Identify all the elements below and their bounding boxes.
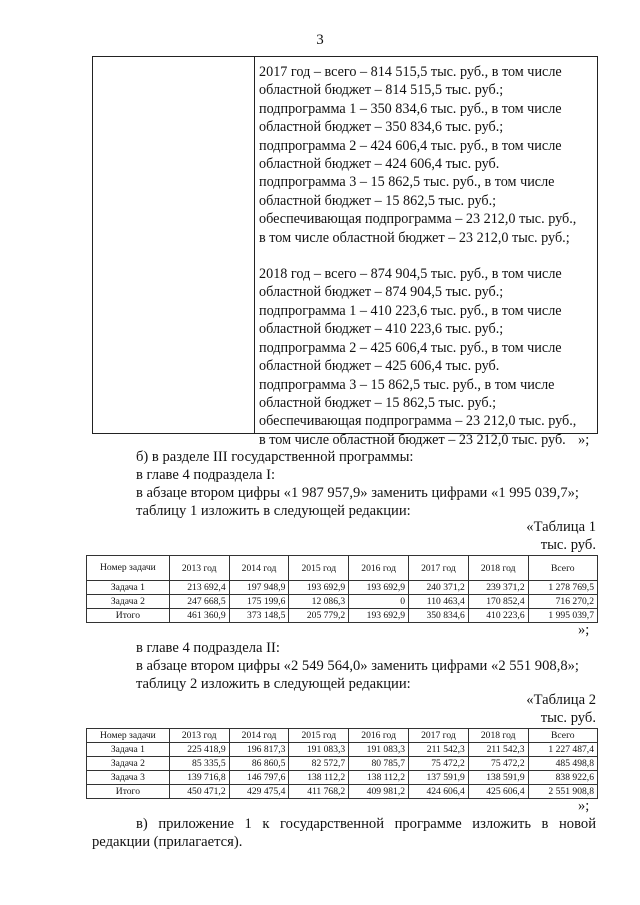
table-cell: 193 692,9: [289, 581, 349, 595]
table-total-row: [87, 609, 598, 623]
table-cell: 191 083,3: [289, 743, 349, 757]
table-cell: 75 472,2: [468, 757, 528, 771]
funding-2017-block: [259, 63, 599, 247]
table-cell: 373 148,5: [229, 609, 289, 623]
table-cell: 196 817,3: [229, 743, 289, 757]
column-header: 2016 год: [349, 556, 409, 581]
section-d-line-1: в) приложение 1 к государственной программе изложить в новой: [136, 816, 596, 832]
table-cell: 838 922,6: [528, 771, 597, 785]
table-cell: 409 981,2: [349, 785, 409, 799]
table-2: [86, 728, 598, 799]
table-cell: 0: [349, 595, 409, 609]
table-cell: 425 606,4: [468, 785, 528, 799]
table-cell: Задача 3: [87, 771, 170, 785]
column-header: Номер задачи: [87, 556, 170, 581]
text-line: областной бюджет – 424 606,4 тыс. руб.: [259, 156, 500, 173]
table-cell: 12 086,3: [289, 595, 349, 609]
column-header: 2016 год: [349, 729, 409, 743]
column-header: 2015 год: [289, 729, 349, 743]
table-cell: 139 716,8: [169, 771, 229, 785]
table2-unit: тыс. руб.: [540, 710, 596, 726]
table-row: [87, 595, 598, 609]
table1-caption: «Таблица 1: [526, 519, 596, 535]
table-cell: 211 542,3: [468, 743, 528, 757]
table-row: [87, 743, 598, 757]
table-cell: 193 692,9: [349, 581, 409, 595]
table-cell: 191 083,3: [349, 743, 409, 757]
table-cell: 1 278 769,5: [528, 581, 597, 595]
table-row: [87, 757, 598, 771]
section-c-table-intro: таблицу 2 изложить в следующей редакции:: [136, 676, 411, 692]
section-d-line-2: редакции (прилагается).: [92, 834, 243, 850]
text-line: 2017 год – всего – 814 515,5 тыс. руб., в том числе: [259, 64, 562, 80]
table-cell: 146 797,6: [229, 771, 289, 785]
table-cell: 213 692,4: [169, 581, 229, 595]
table2-caption: «Таблица 2: [526, 692, 596, 708]
column-header: 2013 год: [169, 556, 229, 581]
funding-text-cell: [259, 63, 599, 449]
table-cell: Итого: [87, 785, 170, 799]
table-cell: 350 834,6: [409, 609, 469, 623]
text-line: областной бюджет – 410 223,6 тыс. руб.;: [259, 321, 504, 338]
table-cell: 240 371,2: [409, 581, 469, 595]
table1-unit: тыс. руб.: [540, 537, 596, 553]
closing-quote: »;: [578, 798, 590, 814]
table-cell: 138 591,9: [468, 771, 528, 785]
funding-2018-block: [259, 265, 599, 449]
table-cell: Задача 1: [87, 581, 170, 595]
table-cell: 193 692,9: [349, 609, 409, 623]
text-line: областной бюджет – 350 834,6 тыс. руб.;: [259, 119, 504, 136]
text-line: областной бюджет – 15 862,5 тыс. руб.;: [259, 192, 497, 209]
column-header: 2015 год: [289, 556, 349, 581]
table-cell: 247 668,5: [169, 595, 229, 609]
closing-quote: »;: [578, 432, 590, 448]
table-cell: 429 475,4: [229, 785, 289, 799]
section-c-replace: в абзаце втором цифры «2 549 564,0» заменить цифрами «2 551 908,8»;: [136, 658, 579, 674]
section-b-chapter: в главе 4 подраздела I:: [136, 467, 276, 483]
table-cell: 2 551 908,8: [528, 785, 597, 799]
table-cell: 1 227 487,4: [528, 743, 597, 757]
table-cell: 138 112,2: [349, 771, 409, 785]
section-b-replace: в абзаце втором цифры «1 987 957,9» заменить цифрами «1 995 039,7»;: [136, 485, 579, 501]
table-row: [87, 771, 598, 785]
column-divider: [254, 57, 255, 433]
text-line: областной бюджет – 425 606,4 тыс. руб.: [259, 358, 500, 375]
table-cell: 110 463,4: [409, 595, 469, 609]
table-cell: Итого: [87, 609, 170, 623]
section-b-table-intro: таблицу 1 изложить в следующей редакции:: [136, 503, 411, 519]
section-b-heading: б) в разделе III государственной программы:: [136, 449, 414, 465]
text-line: подпрограмма 1 – 410 223,6 тыс. руб., в том числе: [259, 302, 562, 319]
table-cell: 80 785,7: [349, 757, 409, 771]
table-cell: Задача 2: [87, 595, 170, 609]
text-line: в том числе областной бюджет – 23 212,0 тыс. руб.;: [259, 229, 570, 246]
text-line: областной бюджет – 15 862,5 тыс. руб.;: [259, 394, 497, 411]
text-line: подпрограмма 2 – 425 606,4 тыс. руб., в том числе: [259, 339, 562, 356]
column-header: 2013 год: [169, 729, 229, 743]
table-cell: 239 371,2: [468, 581, 528, 595]
table-cell: 170 852,4: [468, 595, 528, 609]
table-total-row: [87, 785, 598, 799]
section-c-chapter: в главе 4 подраздела II:: [136, 640, 280, 656]
table-cell: 86 860,5: [229, 757, 289, 771]
table-cell: 211 542,3: [409, 743, 469, 757]
table-cell: 205 779,2: [289, 609, 349, 623]
table-cell: 461 360,9: [169, 609, 229, 623]
table-cell: 197 948,9: [229, 581, 289, 595]
text-line: областной бюджет – 874 904,5 тыс. руб.;: [259, 284, 504, 301]
table-cell: 75 472,2: [409, 757, 469, 771]
table-cell: 410 223,6: [468, 609, 528, 623]
text-line: обеспечивающая подпрограмма – 23 212,0 тыс. руб.,: [259, 211, 577, 228]
column-header: 2017 год: [409, 729, 469, 743]
table-cell: 1 995 039,7: [528, 609, 597, 623]
text-line: подпрограмма 3 – 15 862,5 тыс. руб., в том числе: [259, 174, 555, 191]
table-cell: 424 606,4: [409, 785, 469, 799]
text-line: подпрограмма 1 – 350 834,6 тыс. руб., в том числе: [259, 100, 562, 117]
table-cell: 450 471,2: [169, 785, 229, 799]
table-cell: 137 591,9: [409, 771, 469, 785]
text-line: подпрограмма 2 – 424 606,4 тыс. руб., в том числе: [259, 137, 562, 154]
page-number: 3: [316, 32, 324, 48]
table-cell: 225 418,9: [169, 743, 229, 757]
table-cell: Задача 1: [87, 743, 170, 757]
table-cell: 175 199,6: [229, 595, 289, 609]
column-header: 2018 год: [468, 556, 528, 581]
table-cell: Задача 2: [87, 757, 170, 771]
table-row: [87, 581, 598, 595]
table-cell: 138 112,2: [289, 771, 349, 785]
column-header: Номер задачи: [87, 729, 170, 743]
text-line: в том числе областной бюджет – 23 212,0 тыс. руб.: [259, 431, 566, 448]
table-cell: 485 498,8: [528, 757, 597, 771]
table-header-row: [87, 729, 598, 743]
column-header: 2014 год: [229, 556, 289, 581]
text-line: обеспечивающая подпрограмма – 23 212,0 тыс. руб.,: [259, 413, 577, 430]
column-header: Всего: [528, 556, 597, 581]
table-cell: 716 270,2: [528, 595, 597, 609]
text-line: областной бюджет – 814 515,5 тыс. руб.;: [259, 82, 504, 99]
table-cell: 82 572,7: [289, 757, 349, 771]
table-cell: 411 768,2: [289, 785, 349, 799]
table-1: [86, 555, 598, 623]
table-cell: 85 335,5: [169, 757, 229, 771]
funding-table: [92, 56, 598, 448]
column-header: 2017 год: [409, 556, 469, 581]
text-line: 2018 год – всего – 874 904,5 тыс. руб., в том числе: [259, 266, 562, 283]
column-header: 2014 год: [229, 729, 289, 743]
closing-quote: »;: [578, 622, 590, 638]
table-header-row: [87, 556, 598, 581]
column-header: 2018 год: [468, 729, 528, 743]
text-line: подпрограмма 3 – 15 862,5 тыс. руб., в том числе: [259, 376, 555, 393]
column-header: Всего: [528, 729, 597, 743]
